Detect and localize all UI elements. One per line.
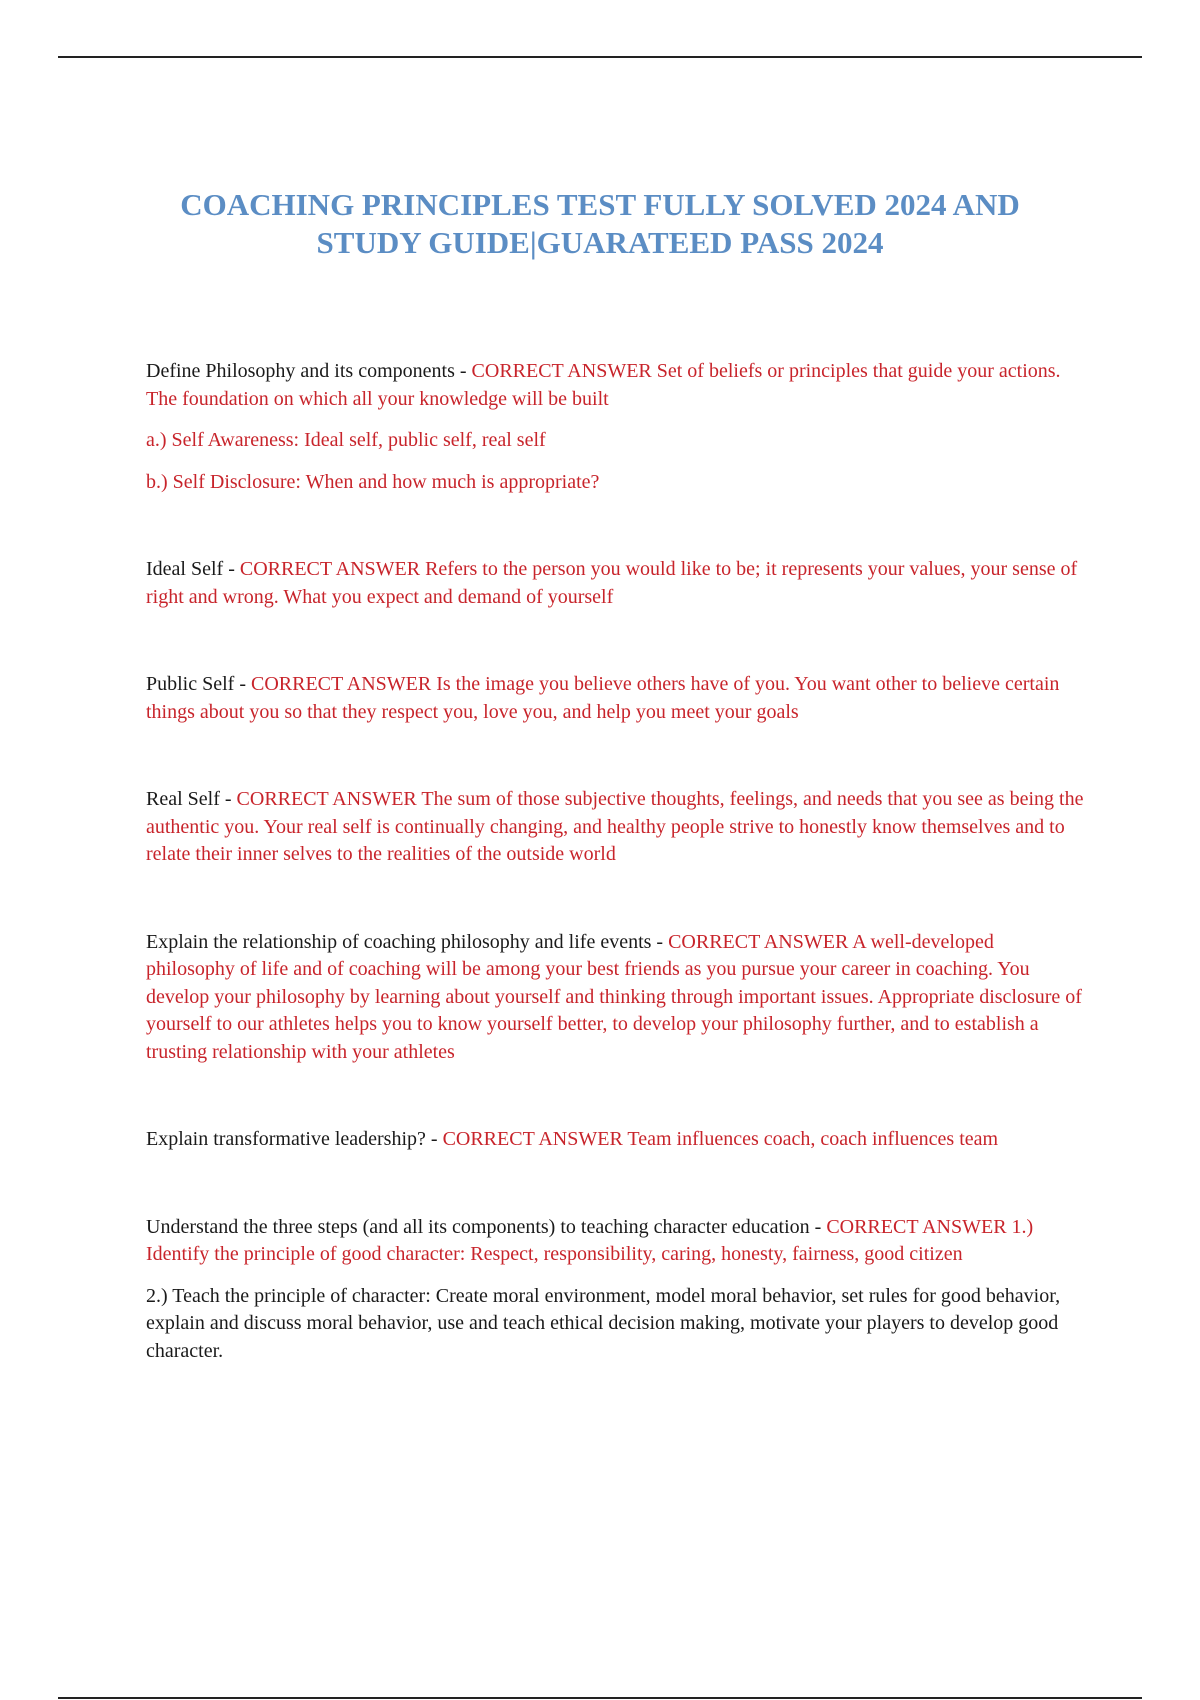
question-text: Real Self - (146, 788, 237, 810)
question-text: Ideal Self - (146, 558, 240, 580)
qa-item-define-philosophy (146, 358, 1086, 413)
top-rule (58, 56, 1142, 58)
answer-text: Team influences coach, coach influences team (627, 1128, 999, 1150)
qa-item-real-self (146, 786, 1086, 869)
question-text: Explain the relationship of coaching philosophy and life events - (146, 930, 669, 953)
sub-item-teach-principle: 2.) Teach the principle of character: Create moral environment, model moral behavior, set rules for good behavior, explain and discuss moral behavior, use and teach ethical decision making, motivate your players to develop good character. (146, 1284, 1061, 1362)
answer-label: CORRECT ANSWER (442, 1128, 623, 1150)
qa-item-public-self (146, 671, 1086, 726)
answer-label: CORRECT ANSWER (251, 673, 432, 695)
sub-item-self-disclosure: b.) Self Disclosure: When and how much is appropriate? (146, 470, 600, 493)
answer-text: Set of beliefs or principles that guide your actions. The foundation on which all your knowledge will be built (146, 360, 1061, 410)
bottom-rule (58, 1697, 1142, 1699)
question-text: Public Self - (146, 673, 251, 695)
answer-label: CORRECT ANSWER (668, 930, 849, 953)
answer-label: CORRECT ANSWER (826, 1215, 1007, 1238)
answer-label: CORRECT ANSWER (471, 360, 652, 382)
answer-text: Refers to the person you would like to be; it represents your values, your sense of right and wrong. What you expect and demand of yourself (146, 558, 1078, 608)
qa-item-ideal-self (146, 556, 1086, 611)
qa-item-transformative-leadership (146, 1126, 1086, 1154)
question-text: Explain transformative leadership? - (146, 1128, 443, 1150)
answer-text: Is the image you believe others have of you. You want other to believe certain things about you so that they respect you, love you, and help you meet your goals (146, 673, 1060, 723)
document-body (146, 358, 1086, 1365)
sub-item-self-awareness: a.) Self Awareness: Ideal self, public self, real self (146, 429, 546, 451)
document-title: COACHING PRINCIPLES TEST FULLY SOLVED 2024 AND STUDY GUIDE|GUARATEED PASS 2024 (180, 187, 1020, 260)
qa-item-character-education (146, 1214, 1086, 1269)
question-text: Define Philosophy and its components - (146, 360, 472, 382)
answer-label: CORRECT ANSWER (236, 788, 417, 810)
answer-text: The sum of those subjective thoughts, feelings, and needs that you see as being the authentic you. Your real self is continually changing, and healthy people strive to honestly know themselves and to relate their inner selves to the realities of the outside world (146, 788, 1084, 865)
question-text: Understand the three steps (and all its components) to teaching character education - (146, 1215, 827, 1238)
answer-text: 1.) Identify the principle of good character: Respect, responsibility, caring, honesty, fairness, good citizen (146, 1215, 1034, 1265)
answer-text: A well-developed philosophy of life and of coaching will be among your best friends as you pursue your career in coaching. You develop your philosophy by learning about yourself and thinking through important issues. Appropriate disclosure of yourself to our athletes helps you to know yourself better, to develop your philosophy further, and to establish a trusting relationship with your athletes (146, 930, 1082, 1063)
qa-item-philosophy-life-events (146, 929, 1086, 1067)
answer-label: CORRECT ANSWER (239, 558, 421, 580)
